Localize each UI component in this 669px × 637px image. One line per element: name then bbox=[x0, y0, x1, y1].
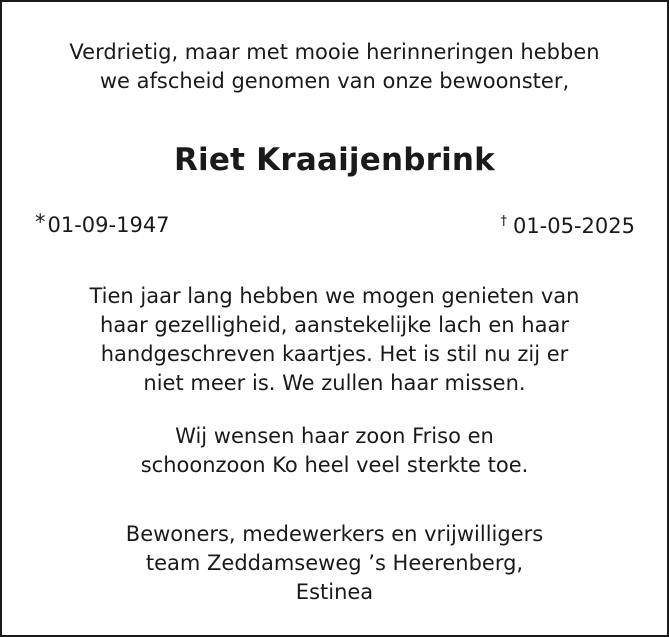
intro-line: we afscheid genomen van onze bewoonster, bbox=[99, 69, 570, 93]
birth-date bbox=[35, 205, 170, 242]
signature-line: Estinea bbox=[295, 580, 374, 604]
birth-date-value: 01-09-1947 bbox=[47, 213, 170, 237]
message-line: Tien jaar lang hebben we mogen genieten van bbox=[89, 284, 580, 308]
deceased-name: Riet Kraaijenbrink bbox=[173, 142, 496, 178]
message-text bbox=[2, 282, 667, 398]
signature bbox=[2, 520, 667, 607]
intro-text bbox=[2, 38, 667, 96]
death-date-value: 01-05-2025 bbox=[512, 214, 635, 238]
message-line: haar gezelligheid, aanstekelijke lach en haar bbox=[100, 313, 569, 337]
wish-line: schoonzoon Ko heel veel sterkte toe. bbox=[140, 453, 529, 477]
death-date bbox=[500, 205, 635, 243]
signature-line: Bewoners, medewerkers en vrijwilligers bbox=[125, 522, 544, 546]
death-cross-icon: † bbox=[500, 214, 507, 229]
wish-line: Wij wensen haar zoon Friso en bbox=[175, 424, 494, 448]
birth-star-icon: * bbox=[35, 210, 46, 234]
message-line: niet meer is. We zullen haar missen. bbox=[143, 371, 526, 395]
intro-line: Verdrietig, maar met mooie herinneringen hebben bbox=[69, 40, 600, 64]
signature-line: team Zeddamseweg ’s Heerenberg, bbox=[145, 551, 524, 575]
wish-text bbox=[2, 422, 667, 480]
message-line: handgeschreven kaartjes. Het is stil nu zij er bbox=[100, 342, 569, 366]
